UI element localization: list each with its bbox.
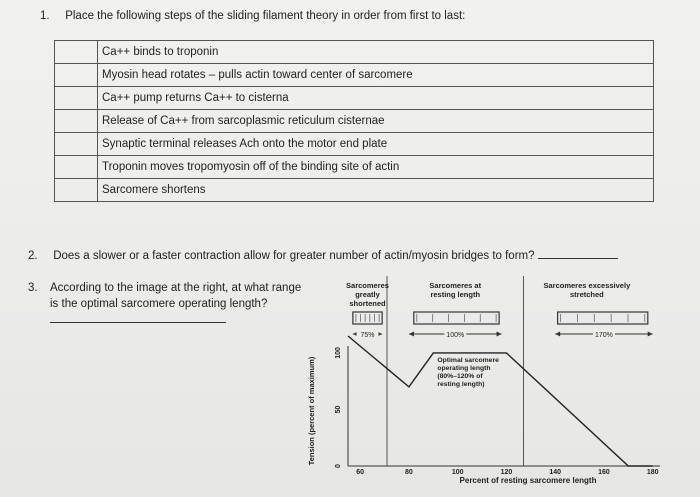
step-text: Myosin head rotates – pulls actin toward center of sarcomere <box>98 64 654 87</box>
column-header-label: resting length <box>430 290 481 299</box>
step-text: Ca++ pump returns Ca++ to cisterna <box>98 87 654 110</box>
question-2-number: 2. <box>28 250 38 262</box>
length-label: 170% <box>594 332 613 339</box>
step-text: Synaptic terminal releases Ach onto the motor end plate <box>98 133 654 156</box>
order-input-box[interactable] <box>55 133 98 156</box>
table-row <box>55 133 654 156</box>
x-tick-label: 160 <box>598 469 610 476</box>
question-3-body <box>50 280 305 328</box>
order-input-box[interactable] <box>55 110 98 133</box>
x-tick-label: 80 <box>405 469 413 476</box>
arrow-head-left <box>555 332 560 337</box>
annotation-text: (80%–120% of <box>437 373 483 380</box>
column-header-label: Sarcomeres at <box>429 281 482 290</box>
y-tick-label: 100 <box>335 347 342 359</box>
order-input-box[interactable] <box>55 156 98 179</box>
sarcomere-schematic <box>353 312 382 324</box>
steps-table <box>54 40 654 202</box>
column-header-label: shortened <box>349 299 386 308</box>
question-2 <box>28 248 618 262</box>
table-row <box>55 156 654 179</box>
step-text: Ca++ binds to troponin <box>98 41 654 64</box>
answer-line-3[interactable] <box>50 312 226 323</box>
y-tick-label: 50 <box>335 405 342 414</box>
arrow-head-left <box>409 332 414 337</box>
sarcomere-schematic <box>414 312 499 324</box>
answer-line-2[interactable] <box>538 248 618 259</box>
order-input-box[interactable] <box>55 179 98 202</box>
length-label: 75% <box>360 332 375 339</box>
column-header-label: stretched <box>569 290 604 299</box>
question-1-text: Place the following steps of the sliding filament theory in order from first to last: <box>65 10 466 22</box>
length-tension-chart <box>300 276 696 497</box>
annotation-text: operating length <box>437 365 491 372</box>
order-input-box[interactable] <box>55 41 98 64</box>
x-tick-label: 60 <box>356 469 365 476</box>
table-row <box>55 110 654 133</box>
y-axis-label: Tension (percent of maximum) <box>307 356 316 466</box>
table-row <box>55 87 654 110</box>
column-header-label: greatly <box>355 290 380 299</box>
x-tick-label: 120 <box>500 469 513 476</box>
x-tick-label: 180 <box>646 469 659 476</box>
question-3 <box>28 280 308 310</box>
question-3-number: 3. <box>28 282 38 294</box>
annotation-text: Optimal sarcomere <box>437 357 499 364</box>
sarcomere-schematic <box>558 312 648 324</box>
annotation-text: resting length) <box>437 381 485 388</box>
order-input-box[interactable] <box>55 64 98 87</box>
question-2-text: Does a slower or a faster contraction allow for greater number of actin/myosin bridges to form? <box>53 250 535 262</box>
table-row <box>55 41 654 64</box>
arrow-head-right <box>497 332 502 337</box>
tension-curve <box>348 336 653 466</box>
length-label: 100% <box>446 332 465 339</box>
question-1 <box>40 10 465 22</box>
question-1-number: 1. <box>40 10 50 22</box>
column-header-label: Sarcomeres <box>346 281 389 290</box>
step-text: Troponin moves tropomyosin off of the binding site of actin <box>98 156 654 179</box>
column-header-label: Sarcomeres excessively <box>543 281 631 290</box>
order-input-box[interactable] <box>55 87 98 110</box>
y-tick-label: 0 <box>335 464 342 468</box>
x-axis-label: Percent of resting sarcomere length <box>459 476 597 485</box>
step-text: Sarcomere shortens <box>98 179 654 202</box>
x-tick-label: 100 <box>451 469 464 476</box>
table-row <box>55 64 654 87</box>
x-tick-label: 140 <box>549 469 562 476</box>
table-row <box>55 179 654 202</box>
length-tension-svg <box>300 276 696 497</box>
question-3-text: According to the image at the right, at what range is the optimal sarcomere operating length? <box>50 282 302 310</box>
arrow-head-right <box>648 332 653 337</box>
step-text: Release of Ca++ from sarcoplasmic reticulum cisternae <box>98 110 654 133</box>
